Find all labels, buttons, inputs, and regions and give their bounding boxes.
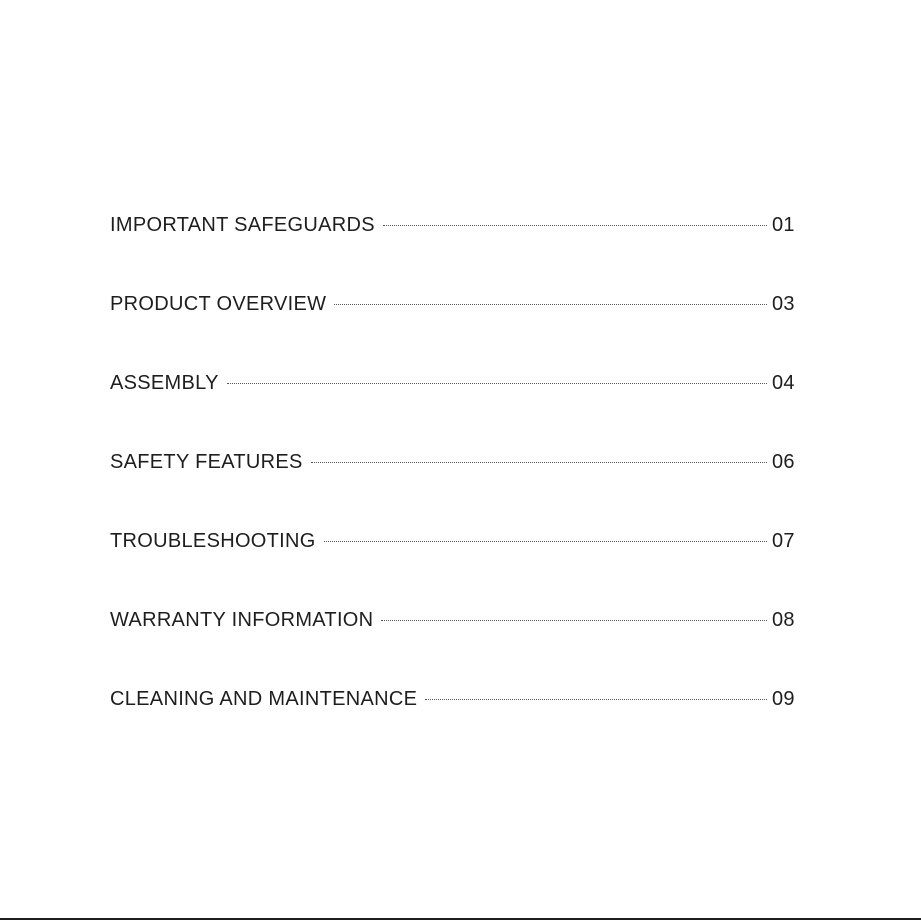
toc-entry[interactable] [110,525,802,604]
dot-leader [383,224,767,226]
toc-entry-title: IMPORTANT SAFEGUARDS [110,214,375,236]
toc-entry-title: TROUBLESHOOTING [110,530,316,552]
dot-leader [425,698,767,700]
toc-entry-page: 09 [772,688,795,710]
toc-entry-page: 03 [772,293,795,315]
toc-entry-page: 06 [772,451,795,473]
table-of-contents [110,209,802,762]
toc-entry-page: 01 [772,214,795,236]
toc-entry-page: 04 [772,372,795,394]
dot-leader [334,303,767,305]
toc-entry[interactable] [110,209,802,288]
toc-entry[interactable] [110,683,802,762]
toc-entry-title: PRODUCT OVERVIEW [110,293,327,315]
toc-entry-title: SAFETY FEATURES [110,451,303,473]
page-bottom-border [0,918,921,920]
toc-entry[interactable] [110,288,802,367]
dot-leader [324,540,767,542]
toc-entry-page: 08 [772,609,795,631]
toc-entry-page: 07 [772,530,795,552]
dot-leader [381,619,767,621]
dot-leader [227,382,767,384]
toc-entry[interactable] [110,604,802,683]
toc-entry[interactable] [110,446,802,525]
dot-leader [311,461,767,463]
toc-entry-title: WARRANTY INFORMATION [110,609,374,631]
toc-entry-title: CLEANING AND MAINTENANCE [110,688,418,710]
toc-entry[interactable] [110,367,802,446]
toc-entry-title: ASSEMBLY [110,372,219,394]
